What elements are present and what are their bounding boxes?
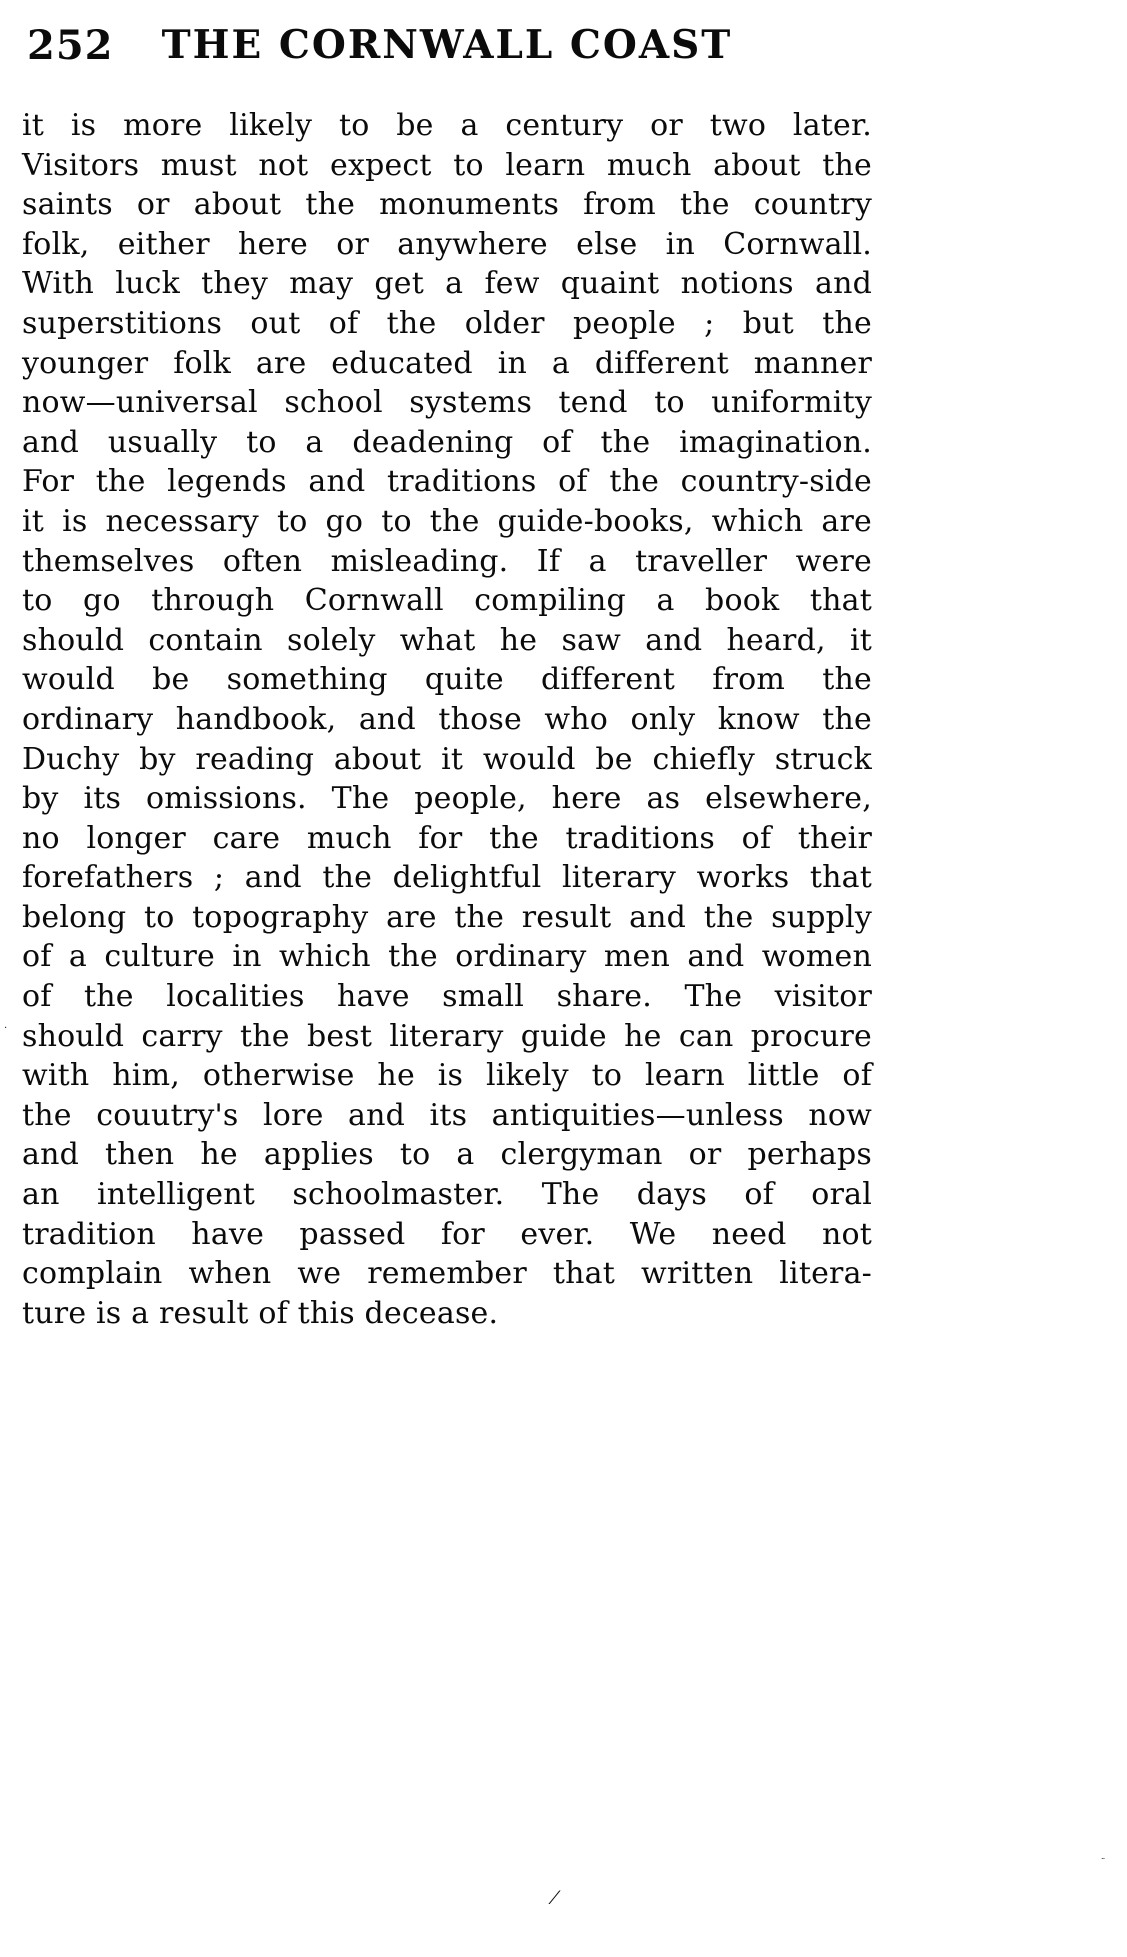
text-line: For the legends and traditions of the country-side: [22, 464, 872, 500]
text-line: with him, otherwise he is likely to learn little of: [22, 1058, 872, 1094]
page-number: 252: [27, 22, 114, 69]
text-line: Visitors must not expect to learn much about the: [22, 147, 872, 183]
text-line: superstitions out of the older people ; but the: [22, 305, 872, 341]
text-line: ture is a result of this decease.: [22, 1295, 499, 1331]
text-line: the couutry's lore and its antiquities—unless now: [22, 1097, 872, 1133]
text-line: and then he applies to a clergyman or perhaps: [22, 1137, 872, 1173]
text-line: folk, either here or anywhere else in Cornwall.: [22, 226, 872, 262]
text-line: should contain solely what he saw and heard, it: [22, 622, 872, 658]
text-line: Duchy by reading about it would be chiefly struck: [22, 741, 872, 777]
text-line: With luck they may get a few quaint notions and: [22, 266, 872, 302]
text-line: belong to topography are the result and the supply: [22, 899, 872, 935]
text-line: would be something quite different from the: [22, 662, 872, 698]
text-line: should carry the best literary guide he can procure: [22, 1018, 872, 1054]
text-line: younger folk are educated in a different manner: [22, 345, 872, 381]
text-line: saints or about the monuments from the country: [22, 187, 872, 223]
text-line: tradition have passed for ever. We need not: [22, 1216, 872, 1252]
text-line: ordinary handbook, and those who only know the: [22, 701, 872, 737]
stray-ink-mark: ⁄: [553, 1888, 557, 1909]
text-line: complain when we remember that written litera-: [22, 1256, 872, 1292]
text-line: it is more likely to be a century or two later.: [22, 108, 872, 143]
text-line: and usually to a deadening of the imagination.: [22, 424, 872, 460]
body-text: [22, 106, 872, 1333]
text-line: of the localities have small share. The visitor: [22, 979, 872, 1015]
text-line: now—universal school systems tend to uniformity: [22, 385, 872, 421]
text-line: it is necessary to go to the guide-books, which are: [22, 503, 872, 539]
text-line: of a culture in which the ordinary men and women: [22, 939, 872, 975]
text-line: forefathers ; and the delightful literary works that: [22, 860, 872, 896]
running-title: THE CORNWALL COAST: [161, 22, 733, 68]
stray-ink-dot: .: [4, 1020, 8, 1031]
stray-ink-speck: ¨: [1100, 1858, 1106, 1868]
text-line: by its omissions. The people, here as elsewhere,: [22, 781, 872, 817]
page-header: [0, 22, 1127, 78]
text-line: an intelligent schoolmaster. The days of oral: [22, 1177, 872, 1213]
text-line: to go through Cornwall compiling a book that: [22, 583, 872, 619]
text-line: themselves often misleading. If a traveller were: [22, 543, 872, 579]
text-line: no longer care much for the traditions of their: [22, 820, 872, 856]
